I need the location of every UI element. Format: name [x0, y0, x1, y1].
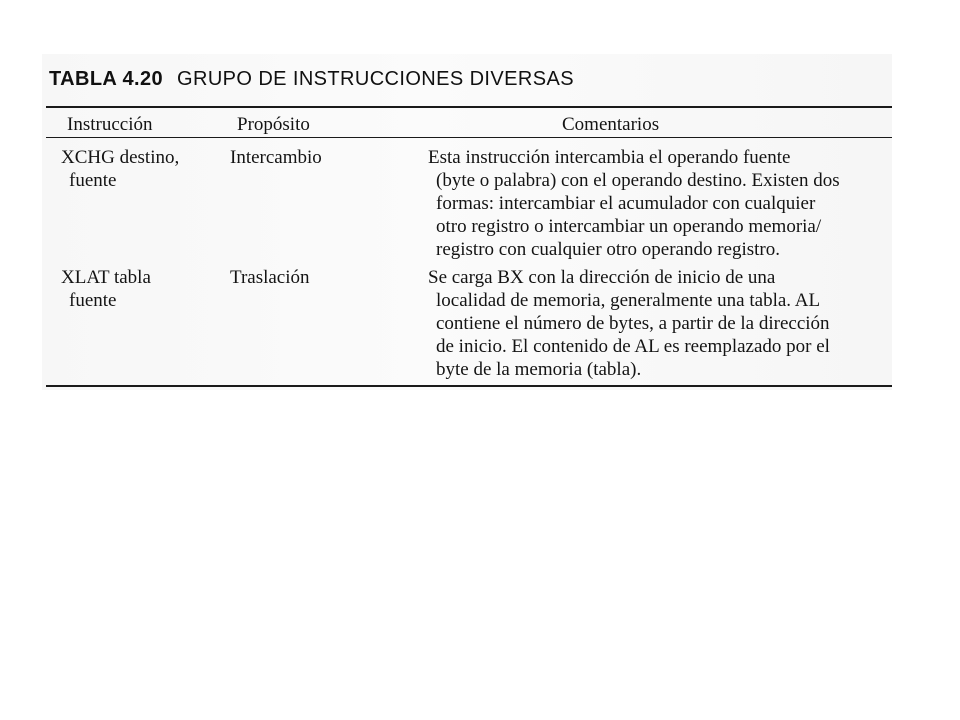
table-top-rule — [46, 106, 892, 108]
table-header-rule — [46, 137, 892, 138]
header-comments: Comentarios — [562, 114, 660, 135]
comment-line: formas: intercambiar el acumulador con cualquier — [436, 193, 816, 214]
header-purpose: Propósito — [237, 114, 310, 135]
comment-line: de inicio. El contenido de AL es reemplazado por el — [436, 336, 830, 357]
comment-line: otro registro o intercambiar un operando memoria/ — [436, 216, 822, 237]
row-xchg-purpose: Intercambio — [230, 147, 322, 168]
comment-line: Esta instrucción intercambia el operando fuente — [428, 147, 791, 168]
instruction-line: XCHG destino, — [61, 147, 180, 168]
table-number: TABLA 4.20 — [49, 68, 164, 90]
row-xlat-purpose: Traslación — [230, 267, 310, 288]
row-xlat-comments — [428, 266, 888, 381]
comment-line: (byte o palabra) con el operando destino. Existen dos — [436, 170, 840, 191]
row-xchg-instruction — [61, 146, 179, 192]
comment-line: contiene el número de bytes, a partir de la dirección — [436, 313, 830, 334]
row-xlat-instruction — [61, 266, 151, 312]
header-instruction: Instrucción — [67, 114, 153, 135]
table-title — [49, 68, 574, 91]
comment-line: Se carga BX con la dirección de inicio de una — [428, 267, 776, 288]
instruction-line: XLAT tabla — [61, 267, 151, 288]
row-xchg-comments — [428, 146, 888, 261]
instruction-line: fuente — [69, 290, 117, 311]
comment-line: byte de la memoria (tabla). — [436, 359, 642, 380]
table-caption: GRUPO DE INSTRUCCIONES DIVERSAS — [177, 68, 574, 90]
instruction-line: fuente — [69, 170, 117, 191]
table-bottom-rule — [46, 385, 892, 387]
comment-line: localidad de memoria, generalmente una tabla. AL — [436, 290, 821, 311]
comment-line: registro con cualquier otro operando registro. — [436, 239, 780, 260]
